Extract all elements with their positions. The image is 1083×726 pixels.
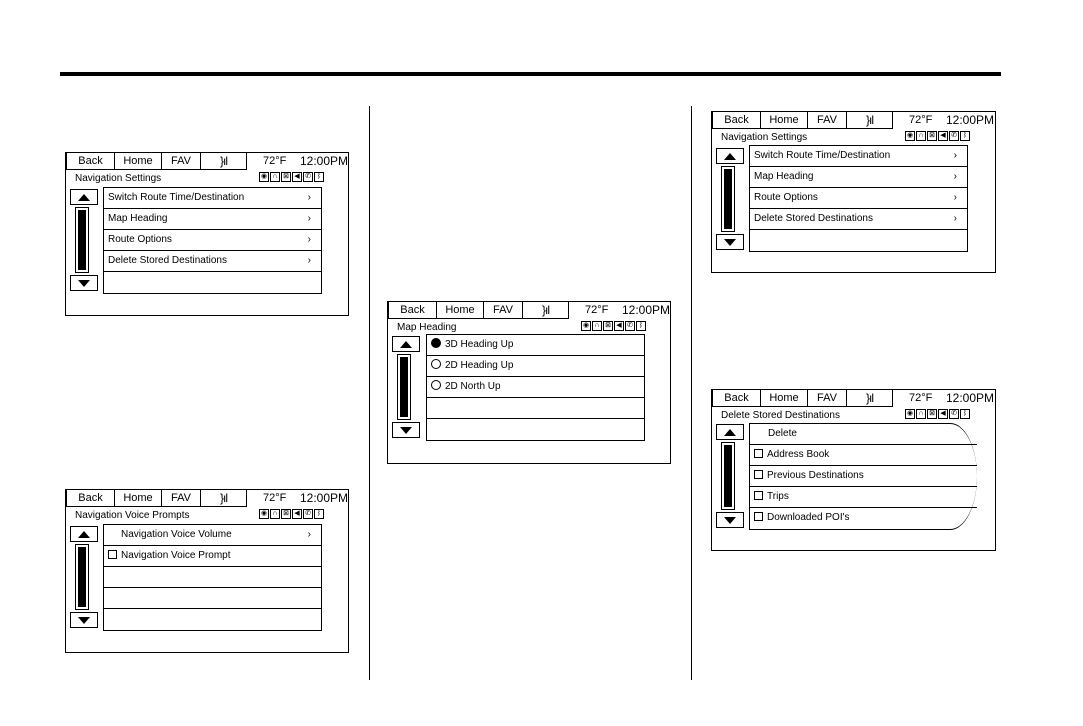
- back-button[interactable]: Back: [66, 153, 115, 170]
- arrow-down-icon: [400, 427, 412, 434]
- temperature: 72°F: [909, 392, 933, 404]
- list-item[interactable]: [750, 188, 967, 209]
- list-item-empty: [104, 567, 321, 588]
- list-item[interactable]: [750, 209, 967, 230]
- fav-button[interactable]: FAV: [162, 490, 201, 507]
- list-item[interactable]: [750, 445, 977, 466]
- phone-icon: ✆: [949, 131, 959, 141]
- status-icons: [905, 131, 970, 142]
- scroll-up-button[interactable]: [70, 526, 98, 542]
- voice-signal-icon: }ıl: [865, 391, 873, 405]
- phone-icon: ✆: [303, 172, 313, 182]
- list-item-label: Switch Route Time/Destination: [108, 192, 245, 203]
- status-bar: [66, 490, 348, 508]
- screen-title: Navigation Settings: [75, 173, 162, 184]
- mute-icon: ◀: [292, 172, 302, 182]
- mute-icon: ◀: [292, 509, 302, 519]
- bluetooth-icon: ᛒ: [636, 321, 646, 331]
- arrow-up-icon: [78, 531, 90, 538]
- voice-button[interactable]: [523, 302, 569, 319]
- list-item[interactable]: [104, 188, 321, 209]
- list-item-label: 3D Heading Up: [445, 339, 514, 350]
- list-item-empty: [104, 588, 321, 609]
- list-item-label: Delete Stored Destinations: [754, 213, 873, 224]
- screen-title: Navigation Settings: [721, 132, 808, 143]
- chevron-right-icon: ›: [307, 192, 311, 203]
- chevron-right-icon: ›: [953, 150, 957, 161]
- status-icons: [905, 409, 970, 420]
- list-item-label: Trips: [767, 491, 789, 502]
- list-item-label: Delete Stored Destinations: [108, 255, 227, 266]
- back-button[interactable]: Back: [712, 112, 761, 129]
- temperature: 72°F: [909, 114, 933, 126]
- column-divider: [691, 106, 692, 680]
- page-top-rule: [60, 72, 1001, 76]
- scroll-down-button[interactable]: [716, 234, 744, 250]
- voice-signal-icon: }ıl: [865, 113, 873, 127]
- scroll-down-button[interactable]: [70, 275, 98, 291]
- arrow-up-icon: [78, 194, 90, 201]
- status-bar: [388, 302, 670, 320]
- nav-icon: ⊠: [281, 172, 291, 182]
- scrollbar-track[interactable]: [75, 207, 89, 273]
- list-item-label: Navigation Voice Prompt: [121, 550, 231, 561]
- list-item[interactable]: [750, 466, 977, 487]
- fav-button[interactable]: FAV: [808, 390, 847, 407]
- scroll-up-button[interactable]: [716, 148, 744, 164]
- status-bar: [66, 153, 348, 171]
- list-item[interactable]: [427, 356, 644, 377]
- list-item-label: Map Heading: [108, 213, 168, 224]
- list-item[interactable]: [427, 335, 644, 356]
- voice-signal-icon: }ıl: [219, 491, 227, 505]
- voice-button[interactable]: [847, 112, 893, 129]
- status-icons: [259, 172, 324, 183]
- scrollbar-thumb[interactable]: [724, 169, 732, 229]
- nav-settings-screen: [65, 152, 349, 316]
- list-item-label: Navigation Voice Volume: [121, 529, 232, 540]
- list-item[interactable]: [750, 146, 967, 167]
- phone-icon: ✆: [625, 321, 635, 331]
- list-item-empty: [427, 419, 644, 440]
- arrow-up-icon: [400, 341, 412, 348]
- status-icons: [259, 509, 324, 520]
- mute-icon: ◀: [938, 131, 948, 141]
- scroll-up-button[interactable]: [716, 424, 744, 440]
- bluetooth-icon: ᛒ: [960, 409, 970, 419]
- list-item-label: 2D Heading Up: [445, 360, 514, 371]
- back-button[interactable]: Back: [712, 390, 761, 407]
- list-item-empty: [427, 398, 644, 419]
- voice-button[interactable]: [201, 153, 247, 170]
- delete-button[interactable]: [750, 424, 977, 445]
- clock: 12:00PM: [946, 113, 995, 127]
- eye-icon: ◉: [906, 132, 914, 139]
- headset-icon: ∩: [592, 321, 602, 331]
- map-heading-screen: [387, 301, 671, 464]
- eye-icon: ◉: [906, 410, 914, 417]
- scrollbar-thumb[interactable]: [724, 445, 732, 507]
- list-item-label: Map Heading: [754, 171, 814, 182]
- list-item-empty: [104, 609, 321, 630]
- chevron-right-icon: ›: [307, 529, 311, 540]
- fav-button[interactable]: FAV: [162, 153, 201, 170]
- checkbox[interactable]: [754, 512, 763, 521]
- nav-icon: ⊠: [603, 321, 613, 331]
- scrollbar-thumb[interactable]: [78, 547, 86, 607]
- radio[interactable]: [431, 380, 441, 390]
- temperature: 72°F: [263, 155, 287, 167]
- scrollbar-thumb[interactable]: [78, 210, 86, 270]
- menu-list: [749, 423, 977, 530]
- scroll-down-button[interactable]: [392, 422, 420, 438]
- mute-icon: ◀: [938, 409, 948, 419]
- screen-title: Delete Stored Destinations: [721, 410, 840, 421]
- delete-stored-destinations-screen: [711, 389, 996, 551]
- scroll-up-button[interactable]: [392, 336, 420, 352]
- phone-icon: ✆: [949, 409, 959, 419]
- list-item[interactable]: [104, 209, 321, 230]
- arrow-up-icon: [724, 153, 736, 160]
- screen-title: Navigation Voice Prompts: [75, 510, 190, 521]
- fav-button[interactable]: FAV: [808, 112, 847, 129]
- list-item-label: 2D North Up: [445, 381, 501, 392]
- eye-icon: ◉: [260, 510, 268, 517]
- clock: 12:00PM: [622, 303, 671, 317]
- list-item-label: Route Options: [754, 192, 818, 203]
- clock: 12:00PM: [946, 391, 995, 405]
- voice-signal-icon: }ıl: [541, 303, 549, 317]
- mute-icon: ◀: [614, 321, 624, 331]
- chevron-right-icon: ›: [307, 213, 311, 224]
- list-item[interactable]: [750, 508, 977, 529]
- list-item[interactable]: [104, 251, 321, 272]
- home-button[interactable]: Home: [761, 390, 808, 407]
- headset-icon: ∩: [916, 409, 926, 419]
- nav-icon: ⊠: [927, 131, 937, 141]
- list-item-empty: [104, 272, 321, 293]
- nav-icon: ⊠: [927, 409, 937, 419]
- list-item-label: Address Book: [767, 449, 830, 460]
- temperature: 72°F: [585, 304, 609, 316]
- checkbox[interactable]: [108, 550, 117, 559]
- status-icons: [581, 321, 646, 332]
- menu-list: [103, 187, 322, 294]
- fav-button[interactable]: FAV: [484, 302, 523, 319]
- chevron-right-icon: ›: [953, 171, 957, 182]
- chevron-right-icon: ›: [307, 234, 311, 245]
- bluetooth-icon: ᛒ: [314, 509, 324, 519]
- back-button[interactable]: Back: [388, 302, 437, 319]
- arrow-down-icon: [78, 617, 90, 624]
- headset-icon: ∩: [916, 131, 926, 141]
- checkbox[interactable]: [754, 449, 763, 458]
- status-bar: [712, 390, 995, 408]
- phone-icon: ✆: [303, 509, 313, 519]
- list-item-label: Downloaded POI's: [767, 512, 850, 523]
- arrow-down-icon: [724, 239, 736, 246]
- home-button[interactable]: Home: [115, 490, 162, 507]
- bluetooth-icon: ᛒ: [314, 172, 324, 182]
- menu-list: [103, 524, 322, 631]
- voice-button[interactable]: [847, 390, 893, 407]
- scrollbar-track[interactable]: [721, 442, 735, 510]
- list-item[interactable]: [104, 525, 321, 546]
- home-button[interactable]: Home: [761, 112, 808, 129]
- clock: 12:00PM: [300, 491, 349, 505]
- screen-title: Map Heading: [397, 322, 457, 333]
- arrow-down-icon: [78, 280, 90, 287]
- scroll-up-button[interactable]: [70, 189, 98, 205]
- chevron-right-icon: ›: [953, 213, 957, 224]
- temperature: 72°F: [263, 492, 287, 504]
- list-item-label: Switch Route Time/Destination: [754, 150, 891, 161]
- home-button[interactable]: Home: [437, 302, 484, 319]
- scrollbar-track[interactable]: [75, 544, 89, 610]
- list-item-label: Previous Destinations: [767, 470, 864, 481]
- list-item-empty: [750, 230, 967, 251]
- nav-settings-screen: [711, 111, 996, 273]
- radio[interactable]: [431, 359, 441, 369]
- headset-icon: ∩: [270, 509, 280, 519]
- menu-list: [426, 334, 645, 441]
- radio-selected[interactable]: [431, 338, 441, 348]
- eye-icon: ◉: [260, 173, 268, 180]
- list-item[interactable]: [104, 546, 321, 567]
- column-divider: [369, 106, 370, 680]
- scrollbar-track[interactable]: [721, 166, 735, 232]
- home-button[interactable]: Home: [115, 153, 162, 170]
- chevron-right-icon: ›: [307, 255, 311, 266]
- checkbox[interactable]: [754, 491, 763, 500]
- list-item[interactable]: [750, 487, 977, 508]
- eye-icon: ◉: [582, 322, 590, 329]
- scroll-down-button[interactable]: [716, 512, 744, 528]
- nav-voice-prompts-screen: [65, 489, 349, 653]
- nav-icon: ⊠: [281, 509, 291, 519]
- list-item-label: Delete: [768, 428, 797, 439]
- list-item[interactable]: [104, 230, 321, 251]
- scroll-down-button[interactable]: [70, 612, 98, 628]
- arrow-down-icon: [724, 517, 736, 524]
- chevron-right-icon: ›: [953, 192, 957, 203]
- status-bar: [712, 112, 995, 130]
- voice-signal-icon: }ıl: [219, 154, 227, 168]
- back-button[interactable]: Back: [66, 490, 115, 507]
- checkbox[interactable]: [754, 470, 763, 479]
- bluetooth-icon: ᛒ: [960, 131, 970, 141]
- list-item-label: Route Options: [108, 234, 172, 245]
- voice-button[interactable]: [201, 490, 247, 507]
- clock: 12:00PM: [300, 154, 349, 168]
- arrow-up-icon: [724, 429, 736, 436]
- menu-list: [749, 145, 968, 252]
- scrollbar-thumb[interactable]: [400, 357, 408, 417]
- scrollbar-track[interactable]: [397, 354, 411, 420]
- headset-icon: ∩: [270, 172, 280, 182]
- list-item[interactable]: [750, 167, 967, 188]
- list-item[interactable]: [427, 377, 644, 398]
